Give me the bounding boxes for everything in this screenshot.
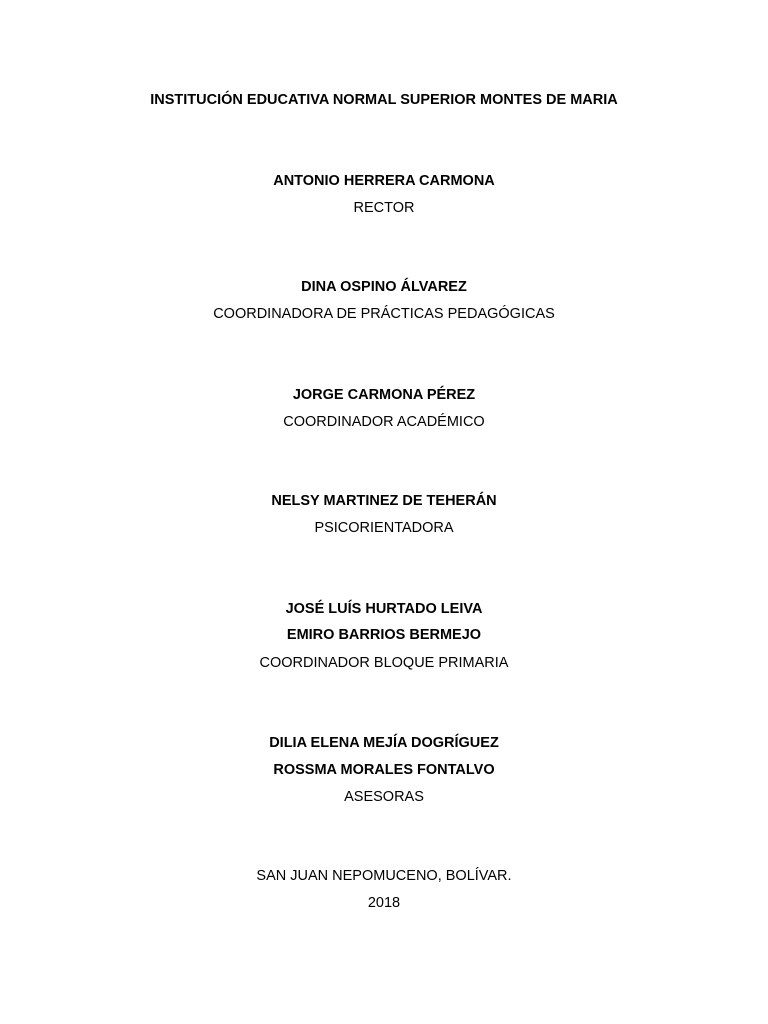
rector-role: RECTOR [353,200,415,216]
location: SAN JUAN NEPOMUCENO, BOLÍVAR. [256,868,512,884]
primary-coordinator-name-2: EMIRO BARRIOS BERMEJO [286,627,482,643]
psychologist-role: PSICORIENTADORA [314,520,454,536]
academic-coordinator-role: COORDINADOR ACADÉMICO [283,414,485,430]
primary-coordinator-name-1: JOSÉ LUÍS HURTADO LEIVA [285,601,483,617]
advisors-role: ASESORAS [344,789,424,805]
advisor-name-1: DILIA ELENA MEJÍA DOGRÍGUEZ [269,735,499,751]
rector-name: ANTONIO HERRERA CARMONA [273,173,495,189]
practice-coordinator-name: DINA OSPINO ÁLVAREZ [301,279,467,295]
institution-title: INSTITUCIÓN EDUCATIVA NORMAL SUPERIOR MONTES DE MARIA [150,92,618,108]
year: 2018 [367,895,401,911]
academic-coordinator-name: JORGE CARMONA PÉREZ [292,387,476,403]
psychologist-name: NELSY MARTINEZ DE TEHERÁN [271,493,497,509]
primary-coordinator-role: COORDINADOR BLOQUE PRIMARIA [259,655,509,671]
advisor-name-2: ROSSMA MORALES FONTALVO [273,762,495,778]
practice-coordinator-role: COORDINADORA DE PRÁCTICAS PEDAGÓGICAS [213,306,555,322]
